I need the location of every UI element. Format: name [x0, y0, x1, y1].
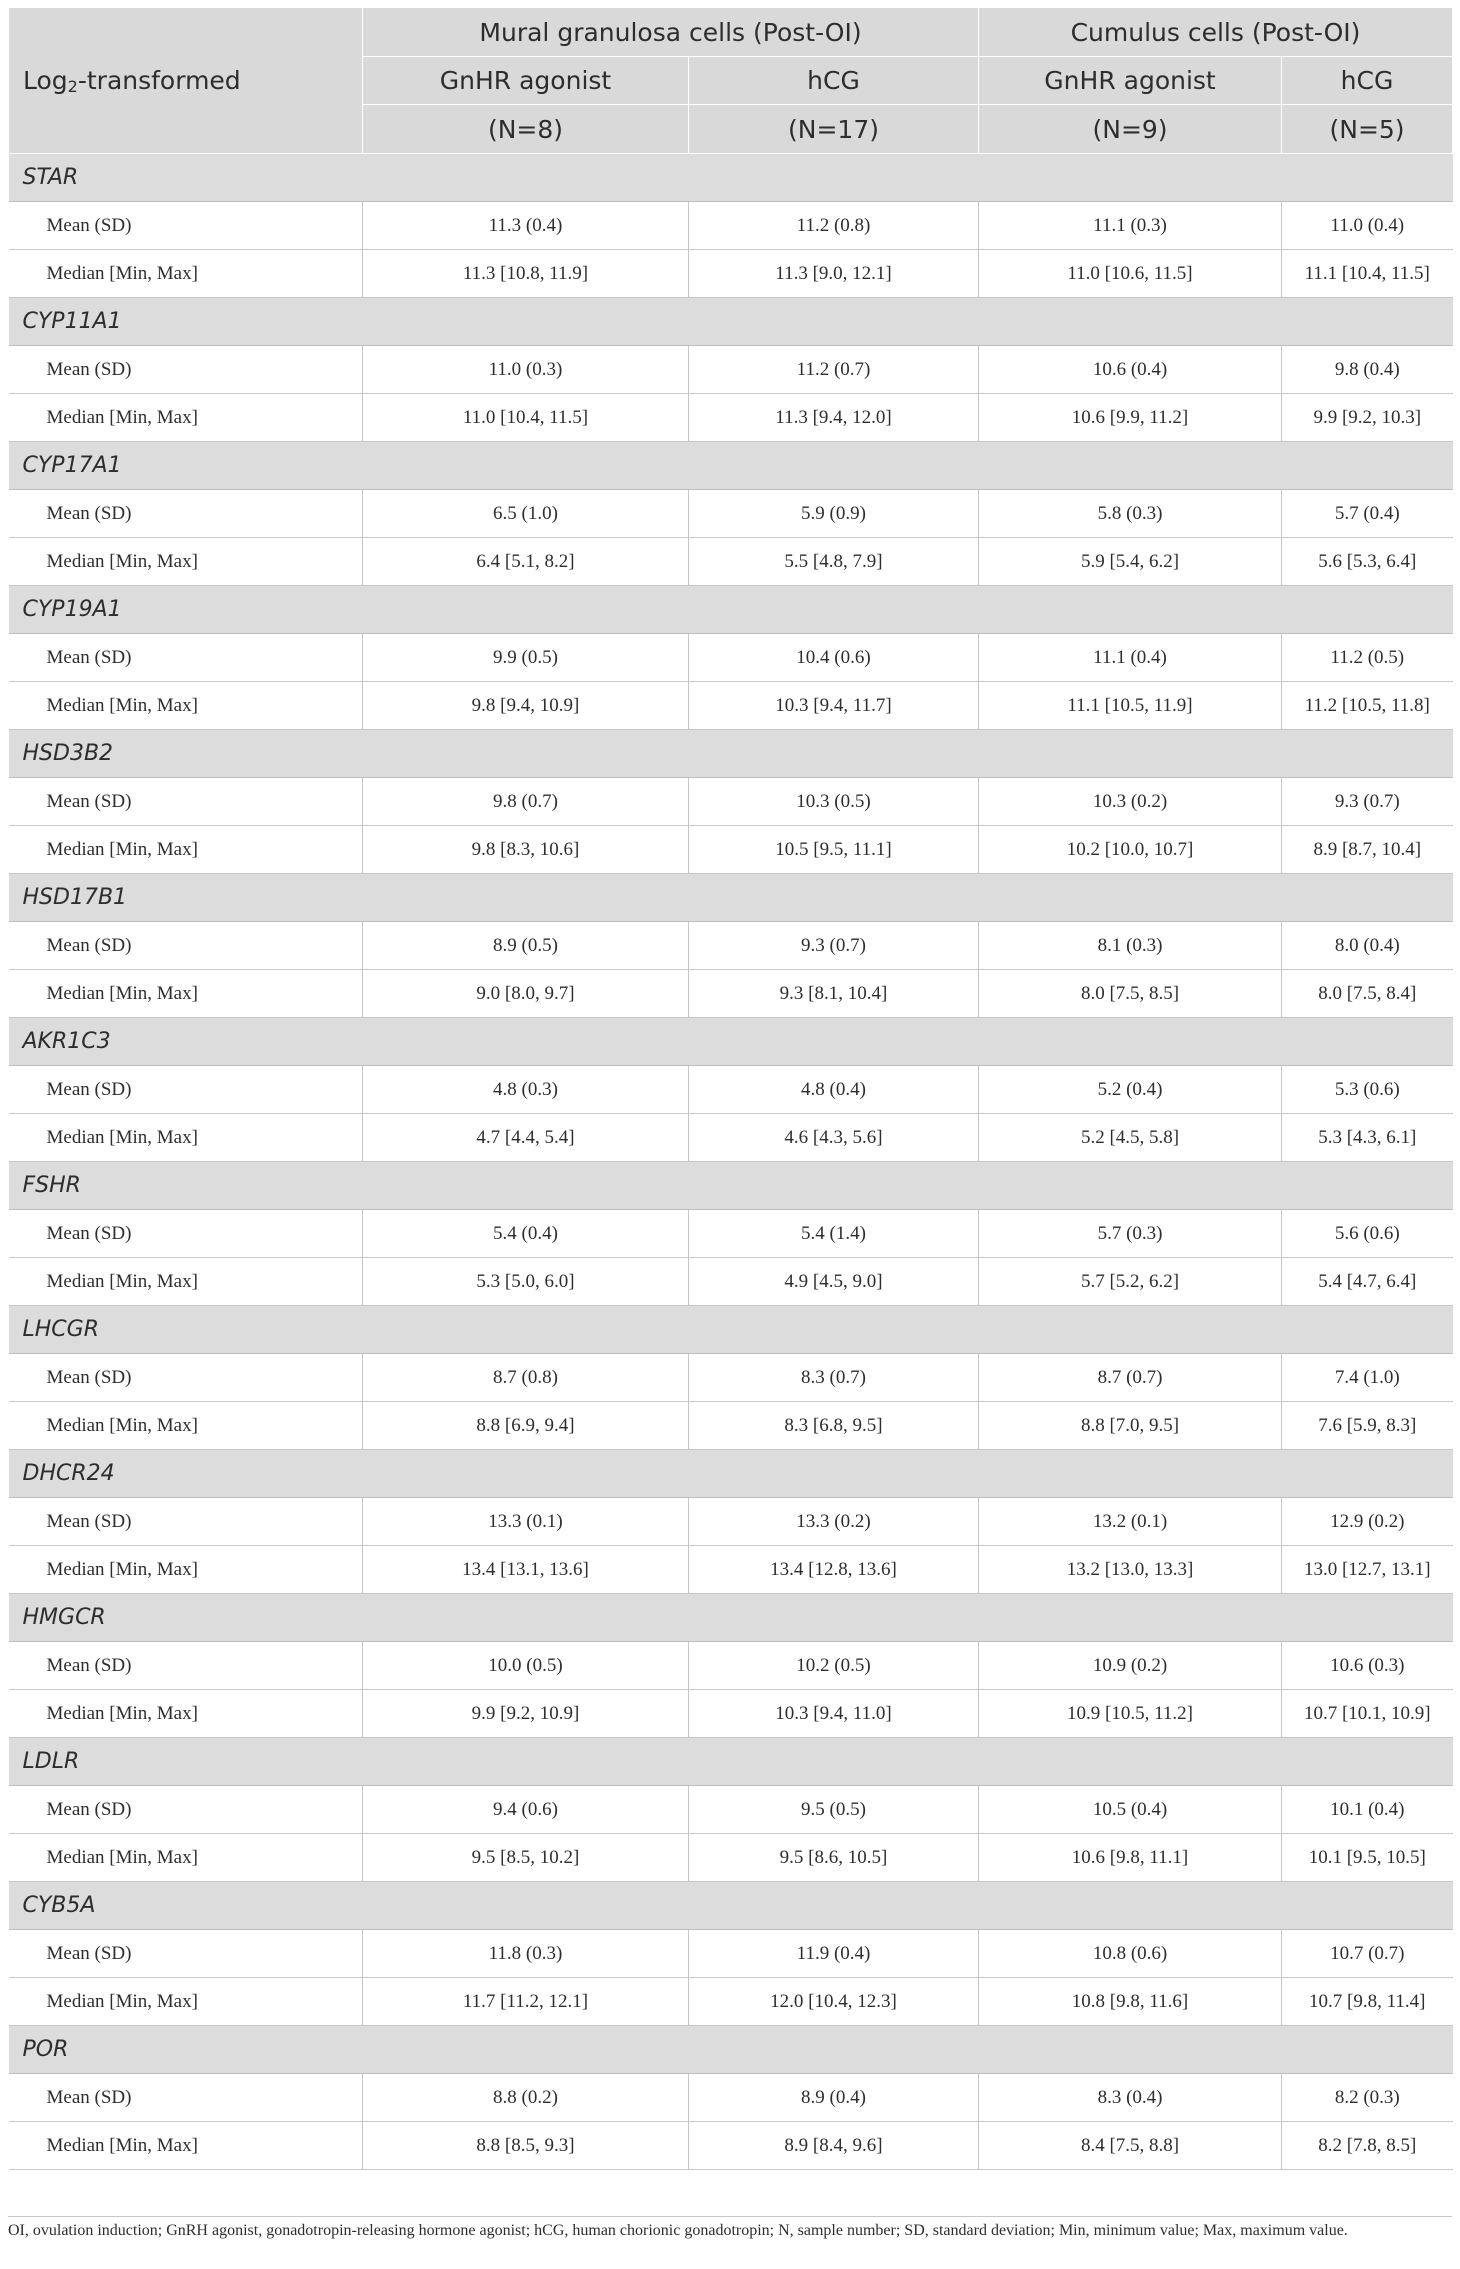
value-cell: 11.0 (0.3)	[363, 346, 689, 394]
value-cell: 8.8 [7.0, 9.5]	[979, 1402, 1282, 1450]
value-cell: 8.2 [7.8, 8.5]	[1282, 2122, 1453, 2170]
gene-row	[9, 730, 1453, 778]
gene-name: CYP11A1	[9, 298, 1453, 346]
header-row-groups	[9, 8, 1453, 57]
mean-row	[9, 634, 1453, 682]
value-cell: 10.3 (0.2)	[979, 778, 1282, 826]
median-row	[9, 1258, 1453, 1306]
value-cell: 4.8 (0.4)	[689, 1066, 979, 1114]
row-label: Median [Min, Max]	[9, 682, 363, 730]
value-cell: 13.4 [13.1, 13.6]	[363, 1546, 689, 1594]
value-cell: 4.9 [4.5, 9.0]	[689, 1258, 979, 1306]
value-cell: 11.1 (0.4)	[979, 634, 1282, 682]
gene-row	[9, 874, 1453, 922]
median-row	[9, 394, 1453, 442]
row-label: Median [Min, Max]	[9, 970, 363, 1018]
value-cell: 5.2 (0.4)	[979, 1066, 1282, 1114]
value-cell: 8.8 [8.5, 9.3]	[363, 2122, 689, 2170]
value-cell: 12.9 (0.2)	[1282, 1498, 1453, 1546]
gene-name: LHCGR	[9, 1306, 1453, 1354]
value-cell: 11.0 (0.4)	[1282, 202, 1453, 250]
gene-row	[9, 2026, 1453, 2074]
table-container	[8, 7, 1452, 2170]
gene-row	[9, 1738, 1453, 1786]
header-n-4: (N=5)	[1282, 105, 1453, 154]
row-label: Mean (SD)	[9, 1066, 363, 1114]
median-row	[9, 970, 1453, 1018]
value-cell: 5.7 (0.4)	[1282, 490, 1453, 538]
value-cell: 13.0 [12.7, 13.1]	[1282, 1546, 1453, 1594]
value-cell: 11.3 [9.0, 12.1]	[689, 250, 979, 298]
mean-row	[9, 778, 1453, 826]
gene-row	[9, 1882, 1453, 1930]
value-cell: 10.4 (0.6)	[689, 634, 979, 682]
gene-row	[9, 1018, 1453, 1066]
gene-name: CYP17A1	[9, 442, 1453, 490]
value-cell: 5.3 [5.0, 6.0]	[363, 1258, 689, 1306]
value-cell: 8.8 [6.9, 9.4]	[363, 1402, 689, 1450]
value-cell: 9.5 [8.6, 10.5]	[689, 1834, 979, 1882]
gene-name: CYP19A1	[9, 586, 1453, 634]
value-cell: 10.3 (0.5)	[689, 778, 979, 826]
value-cell: 10.7 [9.8, 11.4]	[1282, 1978, 1453, 2026]
value-cell: 10.3 [9.4, 11.7]	[689, 682, 979, 730]
value-cell: 5.7 [5.2, 6.2]	[979, 1258, 1282, 1306]
mean-row	[9, 1066, 1453, 1114]
median-row	[9, 826, 1453, 874]
value-cell: 5.5 [4.8, 7.9]	[689, 538, 979, 586]
value-cell: 8.0 [7.5, 8.5]	[979, 970, 1282, 1018]
value-cell: 11.3 (0.4)	[363, 202, 689, 250]
gene-name: AKR1C3	[9, 1018, 1453, 1066]
mean-row	[9, 1498, 1453, 1546]
row-label: Median [Min, Max]	[9, 826, 363, 874]
value-cell: 4.7 [4.4, 5.4]	[363, 1114, 689, 1162]
value-cell: 10.6 [9.9, 11.2]	[979, 394, 1282, 442]
value-cell: 11.8 (0.3)	[363, 1930, 689, 1978]
value-cell: 11.2 (0.7)	[689, 346, 979, 394]
value-cell: 7.6 [5.9, 8.3]	[1282, 1402, 1453, 1450]
value-cell: 11.7 [11.2, 12.1]	[363, 1978, 689, 2026]
value-cell: 5.4 [4.7, 6.4]	[1282, 1258, 1453, 1306]
value-cell: 5.8 (0.3)	[979, 490, 1282, 538]
row-label: Mean (SD)	[9, 1786, 363, 1834]
header-col-3: GnHR agonist	[979, 57, 1282, 105]
value-cell: 13.3 (0.1)	[363, 1498, 689, 1546]
row-label: Median [Min, Max]	[9, 250, 363, 298]
header-col-1: GnHR agonist	[363, 57, 689, 105]
value-cell: 8.8 (0.2)	[363, 2074, 689, 2122]
median-row	[9, 1978, 1453, 2026]
row-label: Mean (SD)	[9, 346, 363, 394]
value-cell: 9.3 (0.7)	[1282, 778, 1453, 826]
row-label: Mean (SD)	[9, 1354, 363, 1402]
value-cell: 10.2 [10.0, 10.7]	[979, 826, 1282, 874]
value-cell: 10.1 (0.4)	[1282, 1786, 1453, 1834]
value-cell: 8.2 (0.3)	[1282, 2074, 1453, 2122]
value-cell: 10.6 (0.4)	[979, 346, 1282, 394]
row-label: Mean (SD)	[9, 1642, 363, 1690]
value-cell: 8.7 (0.8)	[363, 1354, 689, 1402]
header-n-1: (N=8)	[363, 105, 689, 154]
value-cell: 10.0 (0.5)	[363, 1642, 689, 1690]
value-cell: 11.3 [10.8, 11.9]	[363, 250, 689, 298]
value-cell: 5.4 (1.4)	[689, 1210, 979, 1258]
gene-name: POR	[9, 2026, 1453, 2074]
value-cell: 10.6 [9.8, 11.1]	[979, 1834, 1282, 1882]
row-label: Mean (SD)	[9, 778, 363, 826]
gene-row	[9, 298, 1453, 346]
value-cell: 9.3 [8.1, 10.4]	[689, 970, 979, 1018]
value-cell: 9.8 [9.4, 10.9]	[363, 682, 689, 730]
value-cell: 13.2 (0.1)	[979, 1498, 1282, 1546]
row-label: Median [Min, Max]	[9, 1690, 363, 1738]
value-cell: 10.1 [9.5, 10.5]	[1282, 1834, 1453, 1882]
gene-name: HSD17B1	[9, 874, 1453, 922]
value-cell: 5.9 (0.9)	[689, 490, 979, 538]
value-cell: 5.7 (0.3)	[979, 1210, 1282, 1258]
value-cell: 10.8 [9.8, 11.6]	[979, 1978, 1282, 2026]
gene-row	[9, 1450, 1453, 1498]
value-cell: 5.4 (0.4)	[363, 1210, 689, 1258]
mean-row	[9, 1354, 1453, 1402]
gene-row	[9, 1594, 1453, 1642]
value-cell: 13.2 [13.0, 13.3]	[979, 1546, 1282, 1594]
value-cell: 6.5 (1.0)	[363, 490, 689, 538]
value-cell: 9.0 [8.0, 9.7]	[363, 970, 689, 1018]
median-row	[9, 1690, 1453, 1738]
header-group-cumulus: Cumulus cells (Post-OI)	[979, 8, 1453, 57]
table-header	[9, 8, 1453, 154]
gene-name: HSD3B2	[9, 730, 1453, 778]
value-cell: 8.0 [7.5, 8.4]	[1282, 970, 1453, 1018]
value-cell: 6.4 [5.1, 8.2]	[363, 538, 689, 586]
gene-name: STAR	[9, 154, 1453, 202]
value-cell: 11.3 [9.4, 12.0]	[689, 394, 979, 442]
value-cell: 8.3 [6.8, 9.5]	[689, 1402, 979, 1450]
row-label: Mean (SD)	[9, 490, 363, 538]
row-label: Mean (SD)	[9, 1498, 363, 1546]
value-cell: 10.5 [9.5, 11.1]	[689, 826, 979, 874]
value-cell: 8.4 [7.5, 8.8]	[979, 2122, 1282, 2170]
gene-row	[9, 586, 1453, 634]
value-cell: 8.9 (0.5)	[363, 922, 689, 970]
value-cell: 9.8 (0.4)	[1282, 346, 1453, 394]
value-cell: 11.9 (0.4)	[689, 1930, 979, 1978]
value-cell: 5.9 [5.4, 6.2]	[979, 538, 1282, 586]
row-label: Median [Min, Max]	[9, 1834, 363, 1882]
value-cell: 10.2 (0.5)	[689, 1642, 979, 1690]
value-cell: 9.9 [9.2, 10.9]	[363, 1690, 689, 1738]
value-cell: 12.0 [10.4, 12.3]	[689, 1978, 979, 2026]
value-cell: 9.9 [9.2, 10.3]	[1282, 394, 1453, 442]
median-row	[9, 2122, 1453, 2170]
gene-row	[9, 1162, 1453, 1210]
value-cell: 10.6 (0.3)	[1282, 1642, 1453, 1690]
mean-row	[9, 202, 1453, 250]
value-cell: 10.5 (0.4)	[979, 1786, 1282, 1834]
value-cell: 9.9 (0.5)	[363, 634, 689, 682]
value-cell: 11.2 (0.8)	[689, 202, 979, 250]
table-footnote: OI, ovulation induction; GnRH agonist, gonadotropin-releasing hormone agonist; hCG, human chorionic gonadotropin; N, sample number; SD, standard deviation; Min, minimum value; Max, maximum value.	[8, 2216, 1452, 2243]
value-cell: 9.3 (0.7)	[689, 922, 979, 970]
value-cell: 11.0 [10.6, 11.5]	[979, 250, 1282, 298]
row-label: Mean (SD)	[9, 634, 363, 682]
row-label: Median [Min, Max]	[9, 1978, 363, 2026]
value-cell: 9.8 [8.3, 10.6]	[363, 826, 689, 874]
row-label: Median [Min, Max]	[9, 1114, 363, 1162]
value-cell: 10.9 (0.2)	[979, 1642, 1282, 1690]
row-label: Median [Min, Max]	[9, 1546, 363, 1594]
value-cell: 13.4 [12.8, 13.6]	[689, 1546, 979, 1594]
row-label: Median [Min, Max]	[9, 2122, 363, 2170]
row-label: Median [Min, Max]	[9, 538, 363, 586]
table-body	[9, 154, 1453, 2170]
row-label: Median [Min, Max]	[9, 1402, 363, 1450]
header-col-2: hCG	[689, 57, 979, 105]
median-row	[9, 538, 1453, 586]
row-label: Median [Min, Max]	[9, 394, 363, 442]
value-cell: 8.9 (0.4)	[689, 2074, 979, 2122]
gene-row	[9, 442, 1453, 490]
value-cell: 5.6 [5.3, 6.4]	[1282, 538, 1453, 586]
value-cell: 11.2 (0.5)	[1282, 634, 1453, 682]
gene-name: FSHR	[9, 1162, 1453, 1210]
mean-row	[9, 1786, 1453, 1834]
value-cell: 8.9 [8.4, 9.6]	[689, 2122, 979, 2170]
value-cell: 10.3 [9.4, 11.0]	[689, 1690, 979, 1738]
value-cell: 10.7 [10.1, 10.9]	[1282, 1690, 1453, 1738]
value-cell: 9.8 (0.7)	[363, 778, 689, 826]
value-cell: 8.3 (0.7)	[689, 1354, 979, 1402]
median-row	[9, 1402, 1453, 1450]
value-cell: 8.0 (0.4)	[1282, 922, 1453, 970]
median-row	[9, 1546, 1453, 1594]
row-label: Mean (SD)	[9, 2074, 363, 2122]
mean-row	[9, 1210, 1453, 1258]
expression-table	[8, 7, 1453, 2170]
gene-row	[9, 1306, 1453, 1354]
value-cell: 8.9 [8.7, 10.4]	[1282, 826, 1453, 874]
value-cell: 11.2 [10.5, 11.8]	[1282, 682, 1453, 730]
gene-name: DHCR24	[9, 1450, 1453, 1498]
median-row	[9, 1114, 1453, 1162]
value-cell: 8.7 (0.7)	[979, 1354, 1282, 1402]
value-cell: 11.1 [10.4, 11.5]	[1282, 250, 1453, 298]
gene-name: HMGCR	[9, 1594, 1453, 1642]
corner-subscript: 2	[67, 76, 78, 96]
value-cell: 10.7 (0.7)	[1282, 1930, 1453, 1978]
value-cell: 11.1 [10.5, 11.9]	[979, 682, 1282, 730]
gene-row	[9, 154, 1453, 202]
corner-prefix: Log	[23, 65, 68, 95]
mean-row	[9, 490, 1453, 538]
row-label: Median [Min, Max]	[9, 1258, 363, 1306]
median-row	[9, 1834, 1453, 1882]
mean-row	[9, 1642, 1453, 1690]
value-cell: 13.3 (0.2)	[689, 1498, 979, 1546]
value-cell: 4.8 (0.3)	[363, 1066, 689, 1114]
row-label: Mean (SD)	[9, 1930, 363, 1978]
mean-row	[9, 1930, 1453, 1978]
value-cell: 8.3 (0.4)	[979, 2074, 1282, 2122]
value-cell: 10.9 [10.5, 11.2]	[979, 1690, 1282, 1738]
gene-name: CYB5A	[9, 1882, 1453, 1930]
median-row	[9, 250, 1453, 298]
value-cell: 5.3 [4.3, 6.1]	[1282, 1114, 1453, 1162]
value-cell: 11.0 [10.4, 11.5]	[363, 394, 689, 442]
gene-name: LDLR	[9, 1738, 1453, 1786]
corner-suffix: -transformed	[77, 65, 241, 95]
header-col-4: hCG	[1282, 57, 1453, 105]
value-cell: 9.5 (0.5)	[689, 1786, 979, 1834]
value-cell: 5.2 [4.5, 5.8]	[979, 1114, 1282, 1162]
row-label: Mean (SD)	[9, 922, 363, 970]
mean-row	[9, 2074, 1453, 2122]
value-cell: 5.3 (0.6)	[1282, 1066, 1453, 1114]
header-n-3: (N=9)	[979, 105, 1282, 154]
mean-row	[9, 922, 1453, 970]
value-cell: 9.5 [8.5, 10.2]	[363, 1834, 689, 1882]
value-cell: 8.1 (0.3)	[979, 922, 1282, 970]
value-cell: 7.4 (1.0)	[1282, 1354, 1453, 1402]
row-label: Mean (SD)	[9, 202, 363, 250]
value-cell: 11.1 (0.3)	[979, 202, 1282, 250]
median-row	[9, 682, 1453, 730]
value-cell: 4.6 [4.3, 5.6]	[689, 1114, 979, 1162]
mean-row	[9, 346, 1453, 394]
value-cell: 10.8 (0.6)	[979, 1930, 1282, 1978]
header-group-mural: Mural granulosa cells (Post-OI)	[363, 8, 979, 57]
header-corner	[9, 8, 363, 154]
value-cell: 5.6 (0.6)	[1282, 1210, 1453, 1258]
value-cell: 9.4 (0.6)	[363, 1786, 689, 1834]
header-n-2: (N=17)	[689, 105, 979, 154]
row-label: Mean (SD)	[9, 1210, 363, 1258]
